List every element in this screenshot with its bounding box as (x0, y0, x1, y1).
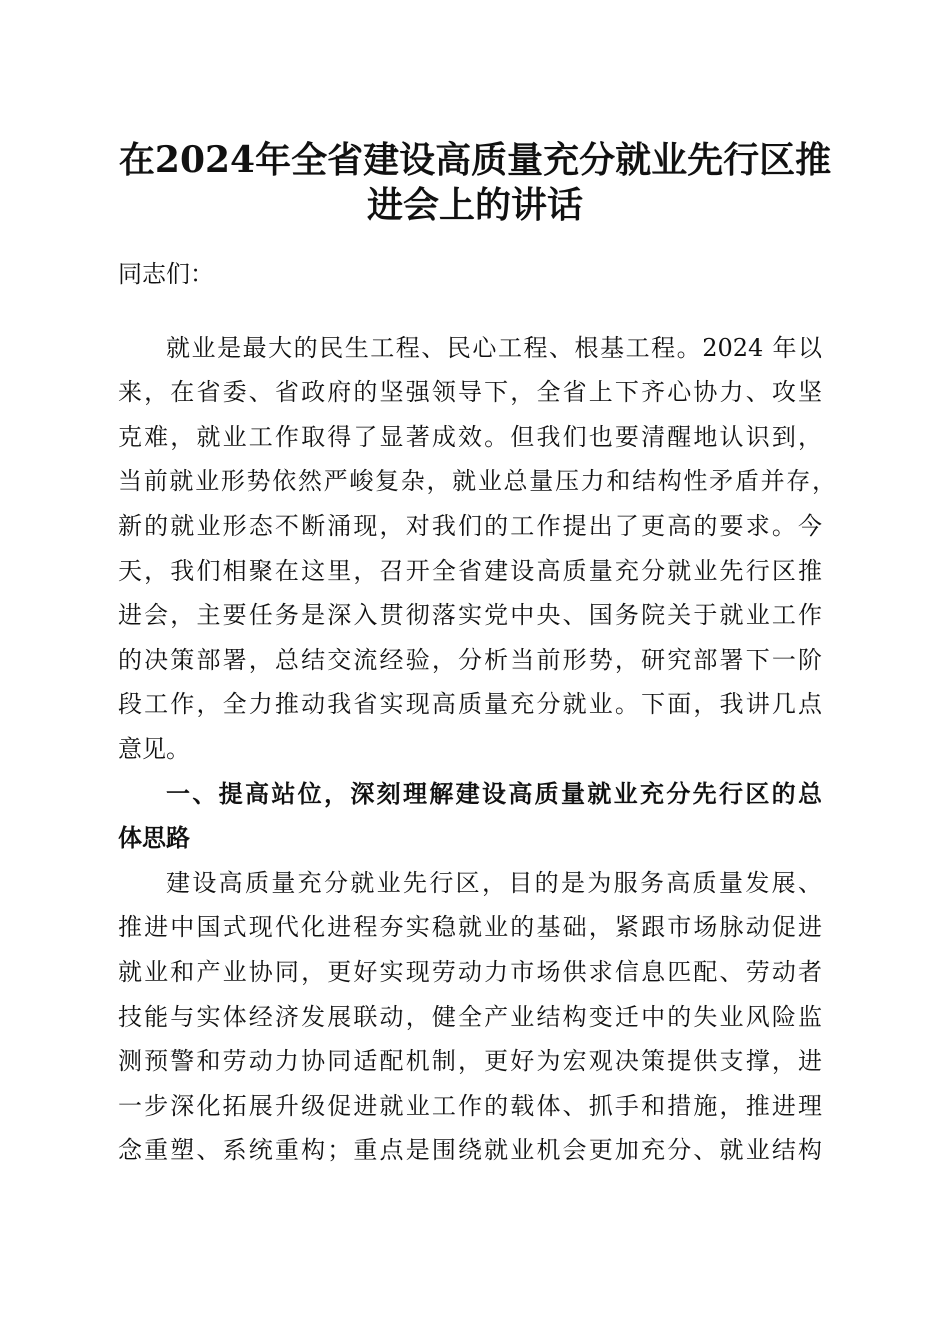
document-body (118, 252, 836, 1173)
salutation: 同志们： (118, 260, 214, 288)
paragraph-2 (118, 861, 822, 1173)
heading-line: 体思路 (118, 824, 190, 853)
heading-line: 一、提高站位，深刻理解建设高质量就业充分先行区的总 (166, 779, 822, 808)
text-line: 当前就业形势依然严峻复杂，就业总量压力和结构性矛盾并存， (118, 467, 836, 496)
text-line: 技能与实体经济发展联动，健全产业结构变迁中的失业风险监 (118, 1002, 822, 1031)
text-line: 天，我们相聚在这里，召开全省建设高质量充分就业先行区推 (118, 556, 822, 585)
text-line: 克难，就业工作取得了显著成效。但我们也要清醒地认识到， (118, 422, 822, 451)
text-line: 段工作，全力推动我省实现高质量充分就业。下面，我讲几点 (118, 690, 822, 719)
title-line: 进会上的讲话 (366, 184, 583, 226)
paragraph-1 (118, 326, 836, 772)
text-line: 的决策部署，总结交流经验，分析当前形势，研究部署下一阶 (118, 645, 822, 674)
text-line: 来，在省委、省政府的坚强领导下，全省上下齐心协力、攻坚 (118, 378, 822, 407)
text-line: 测预警和劳动力协同适配机制，更好为宏观决策提供支撑，进 (118, 1047, 822, 1076)
text-line: 新的就业形态不断涌现，对我们的工作提出了更高的要求。今 (118, 511, 822, 540)
text-line: 推进中国式现代化进程夯实稳就业的基础，紧跟市场脉动促进 (118, 913, 822, 942)
text-line: 一步深化拓展升级促进就业工作的载体、抓手和措施，推进理 (118, 1091, 822, 1120)
text-line: 建设高质量充分就业先行区，目的是为服务高质量发展、 (166, 868, 822, 897)
text-line: 就业和产业协同，更好实现劳动力市场供求信息匹配、劳动者 (118, 957, 822, 986)
section-heading-1 (118, 772, 822, 861)
text-line: 进会，主要任务是深入贯彻落实党中央、国务院关于就业工作 (118, 601, 822, 630)
text-line: 念重塑、系统重构；重点是围绕就业机会更加充分、就业结构 (118, 1136, 822, 1165)
text-line: 就业是最大的民生工程、民心工程、根基工程。2024 年以 (166, 333, 822, 362)
document-title (110, 138, 840, 228)
title-line: 在2024年全省建设高质量充分就业先行区推 (118, 139, 832, 181)
text-line: 意见。 (118, 734, 190, 763)
